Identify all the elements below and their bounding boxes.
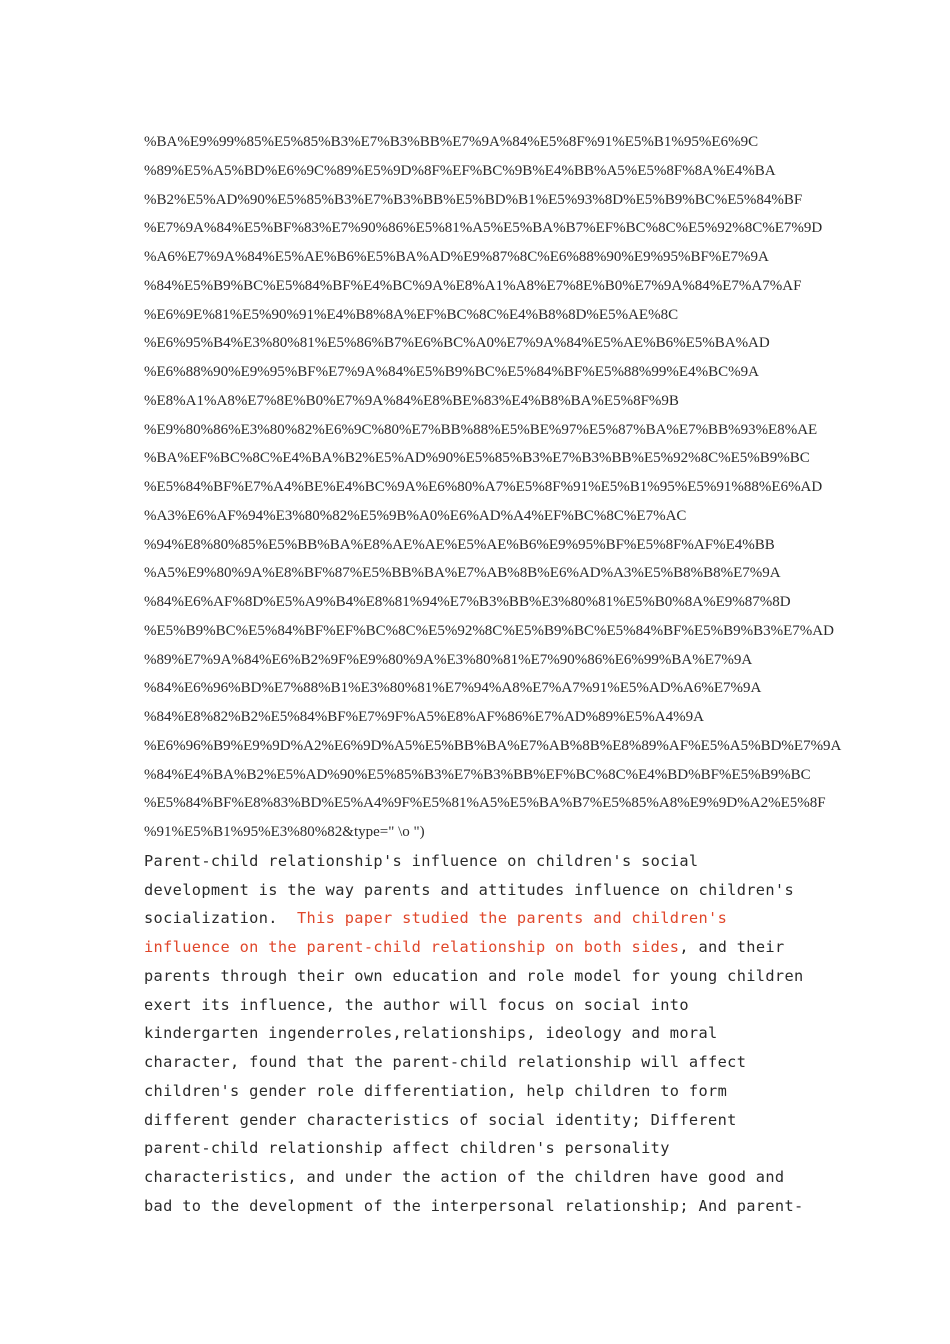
encoded-text-line: %89%E5%A5%BD%E6%9C%89%E5%9D%8F%EF%BC%9B%E4%BB%A5%E5%8F%8A%E4%BA [144,162,776,179]
encoded-text-line: %84%E4%BA%B2%E5%AD%90%E5%85%B3%E7%B3%BB%EF%BC%8C%E4%BD%BF%E5%B9%BC [144,766,811,783]
encoded-text-line: %B2%E5%AD%90%E5%85%B3%E7%B3%BB%E5%BD%B1%E5%93%8D%E5%B9%BC%E5%84%BF [144,191,803,208]
paragraph-text: parents through their own education and role model for young children [144,966,804,985]
encoded-text-line: %84%E6%AF%8D%E5%A9%B4%E8%81%94%E7%B3%BB%E3%80%81%E5%B0%8A%E9%87%8D [144,594,791,610]
paragraph-text: development is the way parents and attitudes influence on children's [144,880,795,899]
encoded-text-line: %E5%B9%BC%E5%84%BF%EF%BC%8C%E5%92%8C%E5%B9%BC%E5%84%BF%E5%B9%B3%E7%AD [144,622,834,639]
paragraph-text: exert its influence, the author will focus on social into [144,995,689,1014]
paragraph-line [144,876,814,905]
document-text-block [144,128,842,1221]
paragraph-line [144,1106,814,1135]
paragraph-text: parent-child relationship affect children's personality [144,1139,670,1158]
paragraph-line [144,962,814,991]
encoded-url-text [144,128,842,847]
paragraph-line [144,1048,814,1077]
encoded-text-line: %94%E8%80%85%E5%BB%BA%E8%AE%AE%E5%AE%B6%E9%95%BF%E5%8F%AF%E4%BB [144,536,775,553]
paragraph-text: character, found that the parent-child relationship will affect [144,1053,747,1071]
encoded-text-line: %A3%E6%AF%94%E3%80%82%E5%9B%A0%E6%AD%A4%EF%BC%8C%E7%AC [144,507,687,524]
encoded-text-line: %A5%E9%80%9A%E8%BF%87%E5%BB%BA%E7%AB%8B%E6%AD%A3%E5%B8%B8%E7%9A [144,565,781,582]
encoded-text-line: %E6%88%90%E9%95%BF%E7%9A%84%E5%B9%BC%E5%84%BF%E5%88%99%E4%BC%9A [144,364,759,380]
paragraph-line [144,847,814,876]
encoded-text-line: %A6%E7%9A%84%E5%AE%B6%E5%BA%AD%E9%87%8C%E6%88%90%E9%95%BF%E7%9A [144,249,769,265]
encoded-text-line: %84%E8%82%B2%E5%84%BF%E7%9F%A5%E8%AF%86%E7%AD%89%E5%A4%9A [144,709,704,725]
paragraph-text: , and their [679,938,785,956]
paragraph-line [144,904,814,933]
paragraph-text: bad to the development of the interpersonal relationship; And parent- [144,1196,804,1215]
encoded-text-line: %E5%84%BF%E7%A4%BE%E4%BC%9A%E6%80%A7%E5%8F%91%E5%B1%95%E5%91%88%E6%AD [144,479,823,495]
encoded-text-line: %E6%95%B4%E3%80%81%E5%86%B7%E6%BC%A0%E7%9A%84%E5%AE%B6%E5%BA%AD [144,335,770,352]
paragraph-line [144,1163,814,1192]
paragraph-text: Parent-child relationship's influence on children's social [144,851,699,870]
encoded-text-line: %E6%9E%81%E5%90%91%E4%B8%8A%EF%BC%8C%E4%B8%8D%E5%AE%8C [144,306,679,323]
encoded-text-line: %BA%E9%99%85%E5%85%B3%E7%B3%BB%E7%9A%84%E5%8F%91%E5%B1%95%E6%9C [144,134,759,150]
paragraph-line [144,1134,814,1163]
paragraph-line [144,1019,814,1048]
paragraph-line [144,991,814,1020]
encoded-text-line: %91%E5%B1%95%E3%80%82&type=" \o ") [144,824,425,840]
paragraph-line [144,933,814,962]
encoded-text-line: %84%E6%96%BD%E7%88%B1%E3%80%81%E7%94%A8%E7%A7%91%E5%AD%A6%E7%9A [144,680,762,697]
highlighted-text: influence on the parent-child relationship on both sides [144,938,680,956]
encoded-text-line: %89%E7%9A%84%E6%B2%9F%E9%80%9A%E3%80%81%E7%90%86%E6%99%BA%E7%9A [144,651,753,668]
paragraph-text: socialization. [144,909,297,928]
encoded-text-line: %BA%EF%BC%8C%E4%BA%B2%E5%AD%90%E5%85%B3%E7%B3%BB%E5%92%8C%E5%B9%BC [144,450,810,467]
paragraph-text: different gender characteristics of social identity; Different [144,1110,737,1129]
encoded-text-line: %E8%A1%A8%E7%8E%B0%E7%9A%84%E8%BE%83%E4%B8%BA%E5%8F%9B [144,392,679,409]
paragraph-text: characteristics, and under the action of the children have good and [144,1168,785,1186]
encoded-text-line: %E7%9A%84%E5%BF%83%E7%90%86%E5%81%A5%E5%BA%B7%EF%BC%8C%E5%92%8C%E7%9D [144,220,823,237]
encoded-text-line: %84%E5%B9%BC%E5%84%BF%E4%BC%9A%E8%A1%A8%E7%8E%B0%E7%9A%84%E7%A7%AF [144,277,802,294]
encoded-text-line: %E9%80%86%E3%80%82%E6%9C%80%E7%BB%88%E5%BE%97%E5%87%BA%E7%BB%93%E8%AE [144,421,818,438]
encoded-text-line: %E5%84%BF%E8%83%BD%E5%A4%9F%E5%81%A5%E5%BA%B7%E5%85%A8%E9%9D%A2%E5%8F [144,795,826,812]
english-abstract-paragraph [144,847,814,1221]
paragraph-text: children's gender role differentiation, help children to form [144,1081,728,1100]
paragraph-line [144,1192,814,1221]
paragraph-text: kindergarten ingenderroles,relationships, ideology and moral [144,1024,718,1043]
encoded-text-line: %E6%96%B9%E9%9D%A2%E6%9D%A5%E5%BB%BA%E7%AB%8B%E8%89%AF%E5%A5%BD%E7%9A [144,737,842,754]
highlighted-text: This paper studied the parents and children's [296,909,728,928]
paragraph-line [144,1077,814,1106]
